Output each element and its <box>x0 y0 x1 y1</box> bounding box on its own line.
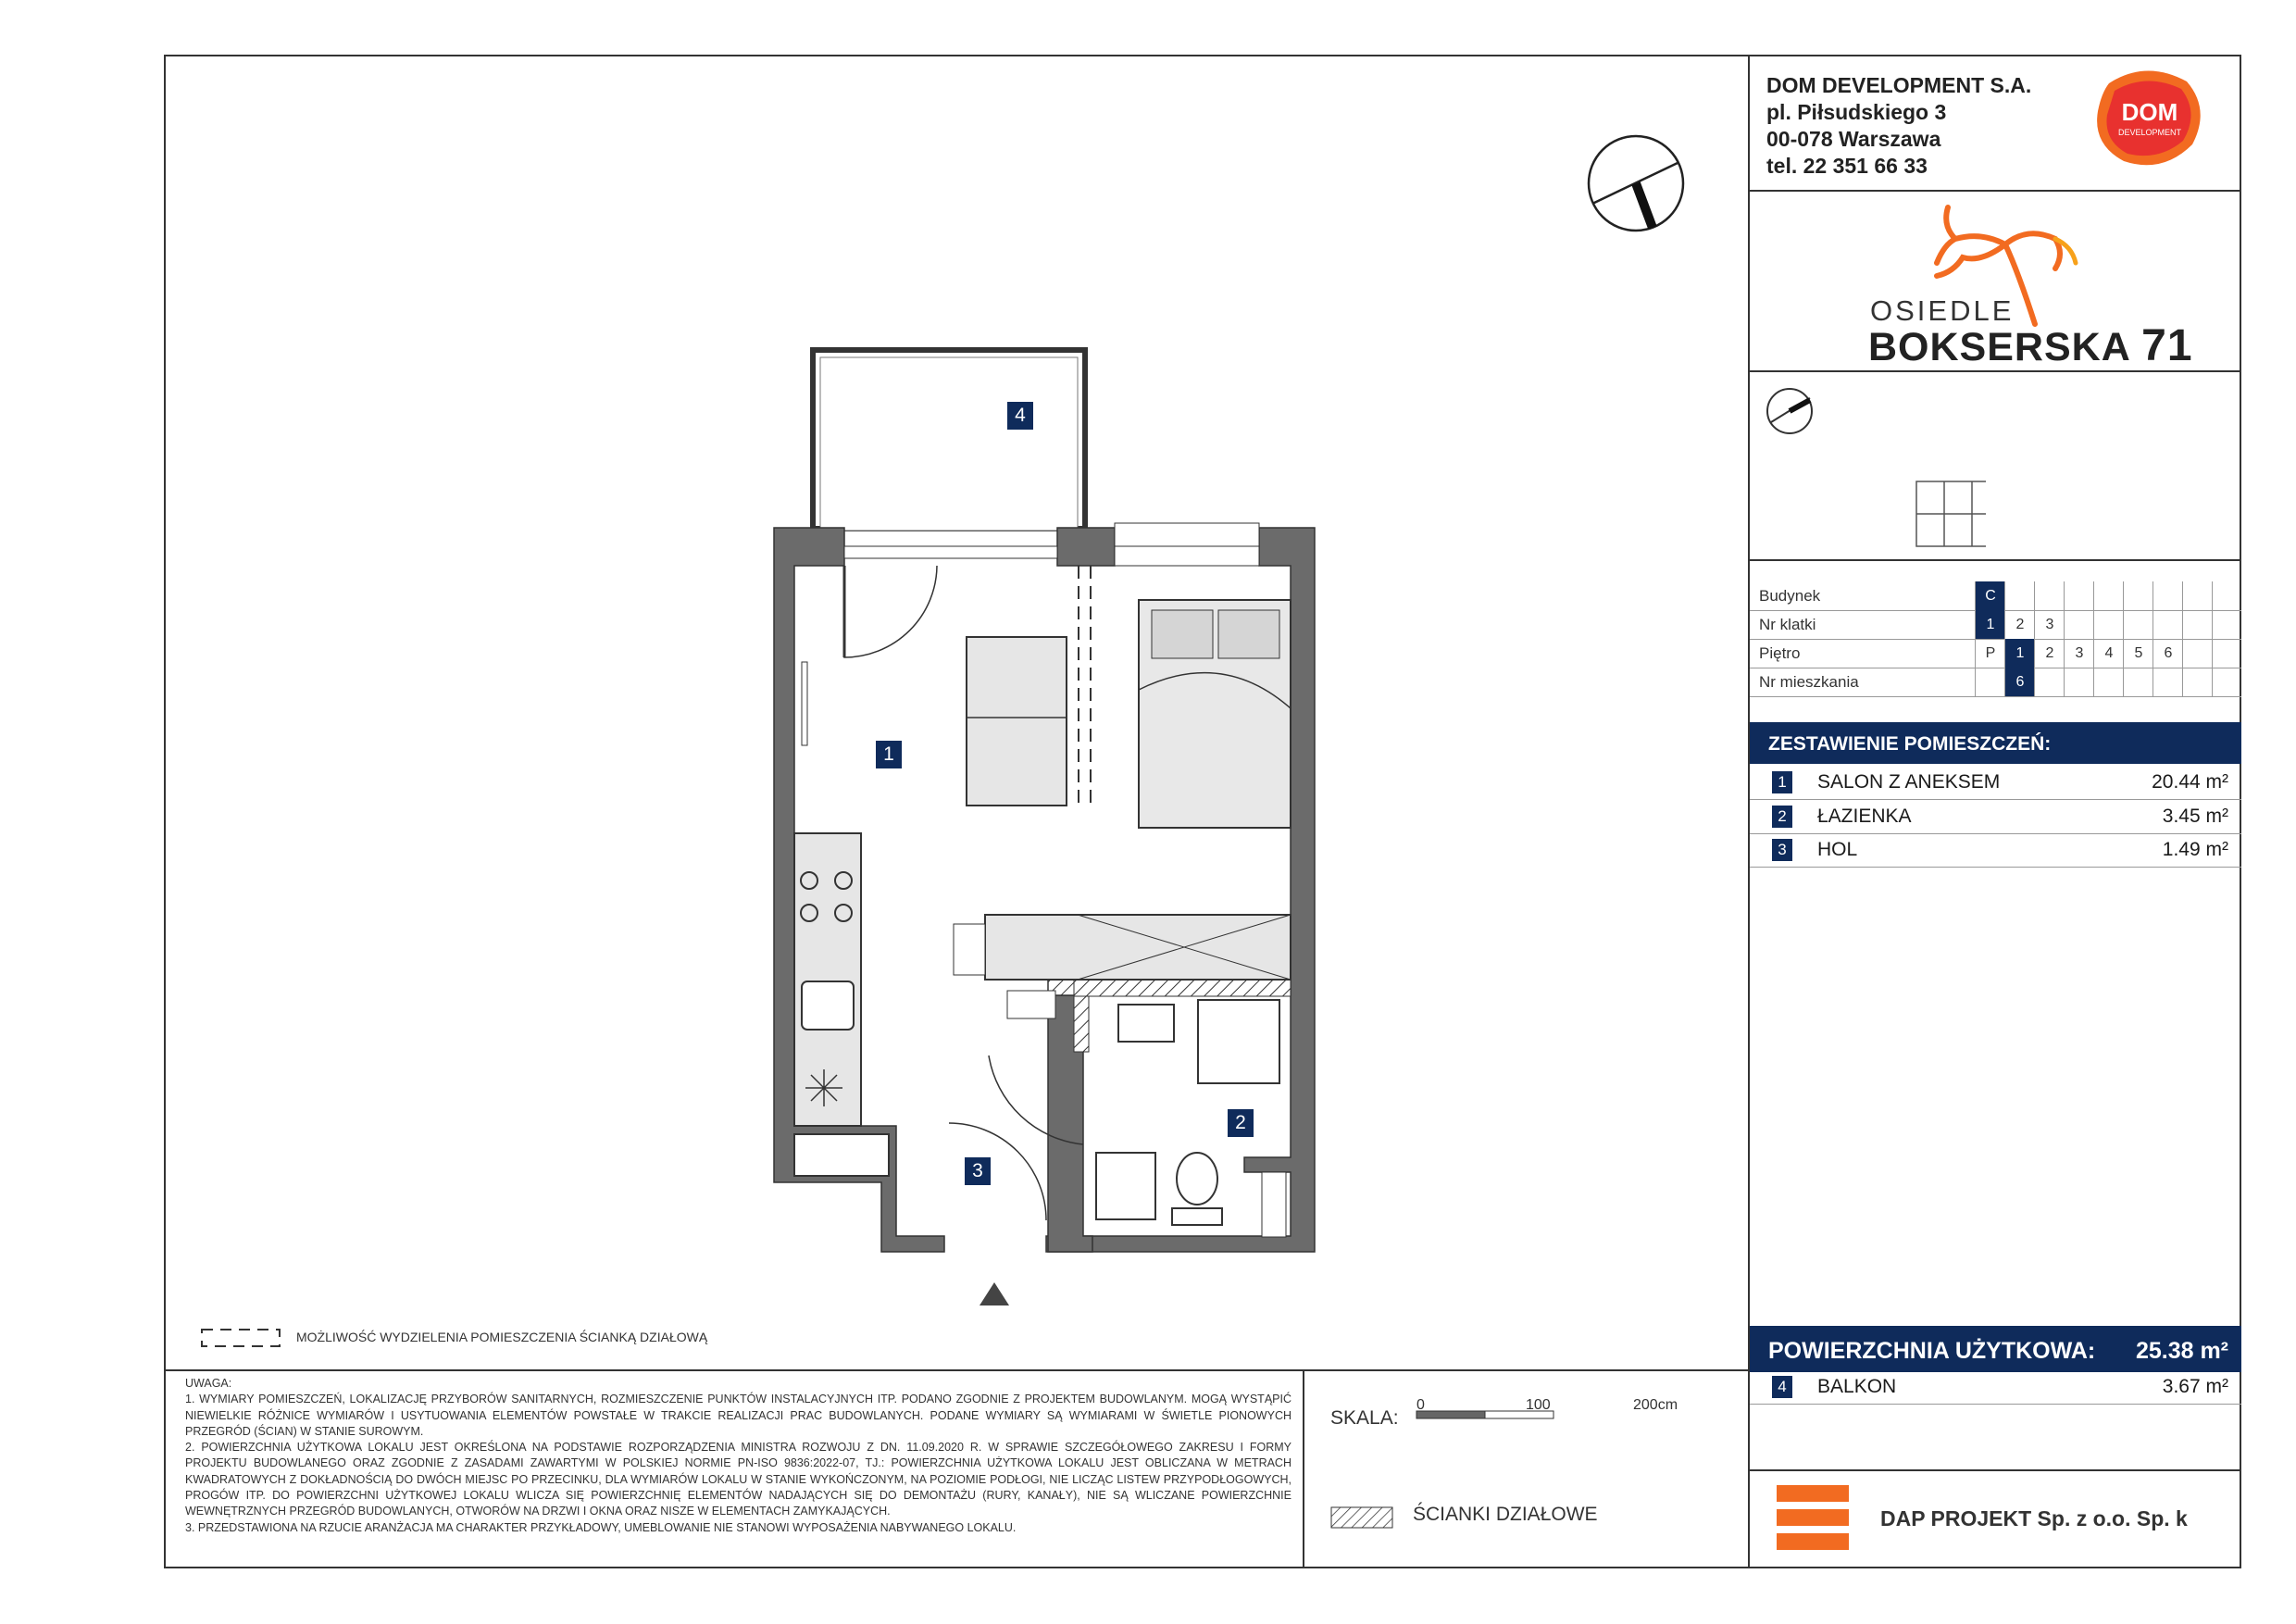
room-name: ŁAZIENKA <box>1817 806 1912 827</box>
param-cell <box>2064 668 2094 696</box>
usable-area-value: 25.38 m² <box>2135 1338 2228 1364</box>
usable-area-bar <box>1750 1326 2241 1372</box>
room-number: 3 <box>1772 839 1792 861</box>
divider <box>1748 559 2241 561</box>
plan-tag-balcony: 4 <box>1007 402 1033 430</box>
notes-title: UWAGA: <box>185 1377 232 1390</box>
param-cell <box>2093 668 2124 696</box>
room-area: 3.45 m² <box>2162 806 2228 827</box>
param-cell <box>2182 610 2213 639</box>
param-cell <box>2123 610 2153 639</box>
usable-area-label: POWIERZCHNIA UŻYTKOWA: <box>1768 1338 2096 1364</box>
scale-tick: 200cm <box>1633 1397 1678 1413</box>
rooms-header-text: ZESTAWIENIE POMIESZCZEŃ: <box>1768 733 2052 755</box>
param-cell <box>2182 581 2213 610</box>
company-phone: tel. 22 351 66 33 <box>1766 154 1928 178</box>
dom-logo-text: DOM <box>2121 98 2178 126</box>
note-item: 3. PRZEDSTAWIONA NA RZUCIE ARANŻACJA MA CHARAKTER PRZYKŁADOWY, UMEBLOWANIE NIE STANOWI WYPOSAŻENIA NABYWANEGO LOKALU. <box>185 1520 1017 1534</box>
param-cell: 3 <box>2034 610 2065 639</box>
param-cell <box>2152 581 2183 610</box>
notes <box>185 1376 1292 1536</box>
plan-tag-salon: 1 <box>876 741 902 768</box>
designer-name: DAP PROJEKT Sp. z o.o. Sp. k <box>1880 1506 2188 1530</box>
balcony-area: 3.67 m² <box>2162 1376 2228 1397</box>
company-info <box>1766 72 2031 180</box>
param-cell <box>2093 610 2124 639</box>
param-cell <box>2123 581 2153 610</box>
divider <box>1748 190 2241 192</box>
room-area: 20.44 m² <box>2152 771 2228 793</box>
param-cell <box>2034 581 2065 610</box>
param-cell: 4 <box>2093 639 2124 668</box>
note-item: 1. WYMIARY POMIESZCZEŃ, LOKALIZACJĘ PRZYBORÓW SANITARNYCH, ROZMIESZCZENIE PUNKTÓW INSTALACYJNYCH ITP. PODANO ZGODNIE Z PROJEKTEM BUDOWLANYM. MOGĄ WYSTĄPIĆ NIEWIELKIE RÓŻNICE WYMIARÓW I USYTUOWANIA ELEMENTÓW POWSTAŁE W TRAKCIE REALIZACJI PRAC BUDOWLANYCH. PODANE WYMIARY SĄ WYMIARAMI W ŚWIETLE PIONOWYCH PRZEGRÓD (ŚCIAN) W STANIE SUROWYM. <box>185 1393 1292 1438</box>
param-row-building <box>1750 581 2241 611</box>
param-label: Piętro <box>1759 644 1801 662</box>
scale-label: SKALA: <box>1330 1407 1399 1429</box>
param-label: Nr klatki <box>1759 616 1816 633</box>
balcony-number: 4 <box>1772 1376 1792 1398</box>
estate-number: 71 <box>2141 321 2193 370</box>
room-number: 1 <box>1772 771 1792 793</box>
param-cell <box>2004 581 2035 610</box>
rooms-header <box>1750 722 2241 764</box>
plan-tag-bathroom: 2 <box>1228 1109 1254 1137</box>
param-cell <box>1975 668 2005 696</box>
param-cell: 1 <box>2004 639 2035 668</box>
param-cell <box>2064 610 2094 639</box>
param-cell: 1 <box>1975 610 2005 639</box>
param-cell <box>2212 610 2242 639</box>
param-cell <box>2123 668 2153 696</box>
param-cell <box>2034 668 2065 696</box>
param-cell <box>2182 639 2213 668</box>
room-number: 2 <box>1772 806 1792 828</box>
company-address: pl. Piłsudskiego 3 <box>1766 100 1947 124</box>
param-cell <box>2064 581 2094 610</box>
floor-plan <box>164 55 1748 1369</box>
param-cell: 2 <box>2004 610 2035 639</box>
note-item: 2. POWIERZCHNIA UŻYTKOWA LOKALU JEST OKREŚLONA NA PODSTAWIE ROZPORZĄDZENIA MINISTRA ROZWOJU Z DN. 11.09.2020 R. W SPRAWIE SZCZEGÓŁOWEGO ZAKRESU I FORMY PROJEKTU BUDOWLANEGO ORAZ ZGODNIE Z ZASADAMI ZAWARTYMI W POLSKIEJ NORMIE PN-ISO 9836:2022-07, TJ.: POWIERZCHNIA UŻYTKOWA LOKALU JEST OBLICZANA W METRACH KWADRATOWYCH Z DOKŁADNOŚCIĄ DO DWÓCH MIEJSC PO PRZECINKU, DLA WYMIARÓW LOKALU W STANIE WYKOŃCZONYM, NA POZIOMIE PODŁOGI, NIE LICZĄC LISTEW PRZYPODŁOGOWYCH, PROGÓW ITP. DO POWIERZCHNI UŻYTKOWEJ LOKALU WLICZA SIĘ POWIERZCHNIĘ ELEMENTÓW NADAJĄCYCH SIĘ DO DEMONTAŻU (RURY, KANAŁY), NIE SĄ WLICZANE POWIERZCHNIE WEWNĘTRZNYCH PRZEGRÓD BUDOWLANYCH, OTWORÓW NA DRZWI I OKNA ORAZ NISZE W ELEMENTACH ZAMYKAJĄCYCH. <box>185 1441 1292 1518</box>
param-cell: 3 <box>2064 639 2094 668</box>
param-cell <box>2152 668 2183 696</box>
param-cell: 2 <box>2034 639 2065 668</box>
param-cell: 6 <box>2004 668 2035 696</box>
room-row <box>1750 766 2241 800</box>
param-row-floor <box>1750 639 2241 668</box>
param-cell <box>2093 581 2124 610</box>
divider <box>164 1369 1750 1371</box>
param-label: Budynek <box>1759 587 1821 605</box>
room-area: 1.49 m² <box>2162 839 2228 860</box>
divider <box>1303 1369 1304 1568</box>
room-row <box>1750 833 2241 868</box>
param-cell: 5 <box>2123 639 2153 668</box>
partition-hatch-swatch <box>1330 1506 1395 1530</box>
dom-logo <box>2090 65 2209 172</box>
compass-icon <box>1589 136 1683 231</box>
partition-option-legend: MOŻLIWOŚĆ WYDZIELENIA POMIESZCZENIA ŚCIANKĄ DZIAŁOWĄ <box>296 1330 708 1344</box>
scale-tick: 0 <box>1416 1397 1425 1413</box>
balcony-row <box>1750 1370 2241 1405</box>
entrance-arrow-icon <box>980 1282 1009 1305</box>
param-cell <box>2212 639 2242 668</box>
dap-logo-icon <box>1777 1485 1851 1554</box>
room-name: HOL <box>1817 839 1858 860</box>
company-name: DOM DEVELOPMENT S.A. <box>1766 73 2032 97</box>
room-name: SALON Z ANEKSEM <box>1817 771 2001 793</box>
room-row <box>1750 800 2241 834</box>
param-cell: 6 <box>2152 639 2183 668</box>
company-city: 00-078 Warszawa <box>1766 127 1941 151</box>
param-cell <box>2212 581 2242 610</box>
divider <box>1748 1469 2241 1471</box>
estate-name: BOKSERSKA <box>1868 325 2130 369</box>
param-row-apartment <box>1750 668 2241 697</box>
scale-bar <box>1415 1398 1600 1426</box>
param-cell <box>2182 668 2213 696</box>
plan-tag-hall: 3 <box>965 1157 991 1185</box>
scale-tick: 100 <box>1526 1397 1551 1413</box>
estate-line1: OSIEDLE <box>1870 294 2015 327</box>
param-cell <box>2152 610 2183 639</box>
param-row-staircase <box>1750 610 2241 640</box>
param-cell: C <box>1975 581 2005 610</box>
dom-logo-sub: DEVELOPMENT <box>2117 128 2182 137</box>
param-cell <box>2212 668 2242 696</box>
param-cell: P <box>1975 639 2005 668</box>
partition-legend: ŚCIANKI DZIAŁOWE <box>1413 1504 1598 1525</box>
param-label: Nr mieszkania <box>1759 673 1859 691</box>
key-plan <box>1764 380 1986 556</box>
estate-line2 <box>1868 320 2193 371</box>
balcony-name: BALKON <box>1817 1376 1897 1397</box>
